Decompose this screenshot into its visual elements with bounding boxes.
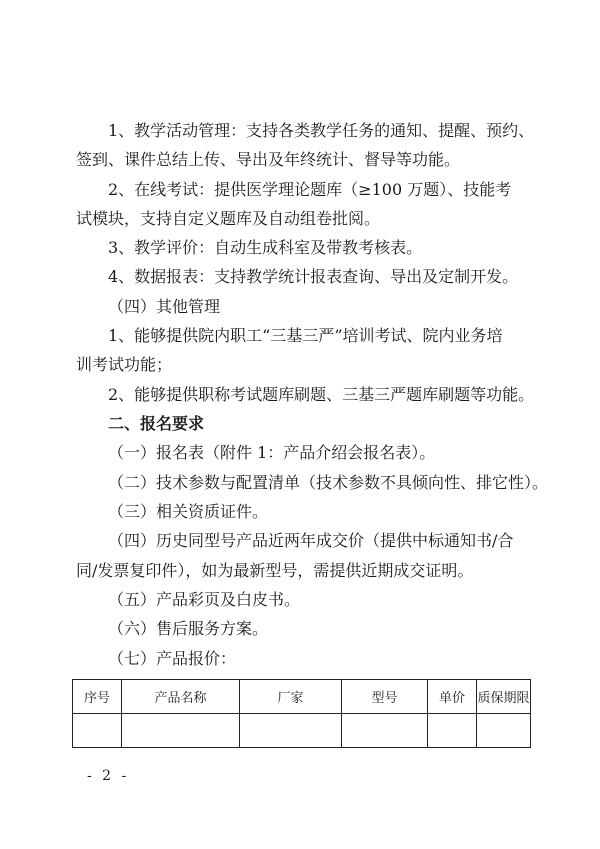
paragraph-online-exam-line2: 试模块，支持自定义题库及自动组卷批阅。: [76, 209, 381, 228]
table-row: [73, 714, 531, 748]
heading-registration-requirements: 二、报名要求: [108, 414, 205, 433]
column-header-product-name: 产品名称: [122, 680, 240, 714]
column-header-warranty: 质保期限: [477, 680, 531, 714]
table-cell: [342, 714, 428, 748]
requirement-tech-params: （二）技术参数与配置清单（技术参数不具倾向性、排它性）。: [108, 473, 549, 492]
table-cell: [122, 714, 240, 748]
paragraph-teaching-activity-line1: 1、教学活动管理：支持各类教学任务的通知、提醒、预约、: [108, 121, 535, 140]
requirement-price-history-line1: （四）历史同型号产品近两年成交价（提供中标通知书/合: [108, 531, 514, 550]
table-header-row: [73, 680, 531, 714]
column-header-manufacturer: 厂家: [240, 680, 342, 714]
paragraph-teaching-evaluation: 3、教学评价：自动生成科室及带教考核表。: [108, 238, 423, 257]
table-cell: [240, 714, 342, 748]
table-cell: [73, 714, 122, 748]
requirement-after-sales: （六）售后服务方案。: [108, 619, 269, 638]
paragraph-question-bank: 2、能够提供职称考试题库刷题、三基三严题库刷题等功能。: [108, 385, 535, 404]
quotation-table: [72, 679, 531, 748]
table-cell: [477, 714, 531, 748]
column-header-model: 型号: [342, 680, 428, 714]
paragraph-online-exam-line1: 2、在线考试：提供医学理论题库（≥100 万题）、技能考: [108, 180, 512, 199]
requirement-price-history-line2: 同/发票复印件），如为最新型号，需提供近期成交证明。: [76, 561, 474, 580]
page-number: - 2 -: [87, 768, 130, 784]
paragraph-training-exam-line1: 1、能够提供院内职工“三基三严”培训考试、院内业务培: [108, 326, 503, 345]
requirement-brochure: （五）产品彩页及白皮书。: [108, 590, 301, 609]
paragraph-training-exam-line2: 训考试功能；: [76, 355, 173, 374]
paragraph-teaching-activity-line2: 签到、课件总结上传、导出及年终统计、督导等功能。: [76, 150, 461, 169]
requirement-quotation: （七）产品报价：: [108, 649, 237, 668]
requirement-qualifications: （三）相关资质证件。: [108, 502, 269, 521]
requirement-registration-form: （一）报名表（附件 1：产品介绍会报名表）。: [108, 443, 436, 462]
paragraph-data-report: 4、数据报表：支持教学统计报表查询、导出及定制开发。: [108, 267, 519, 286]
table-cell: [428, 714, 477, 748]
section-other-management: （四）其他管理: [108, 297, 221, 316]
column-header-unit-price: 单价: [428, 680, 477, 714]
column-header-index: 序号: [73, 680, 122, 714]
